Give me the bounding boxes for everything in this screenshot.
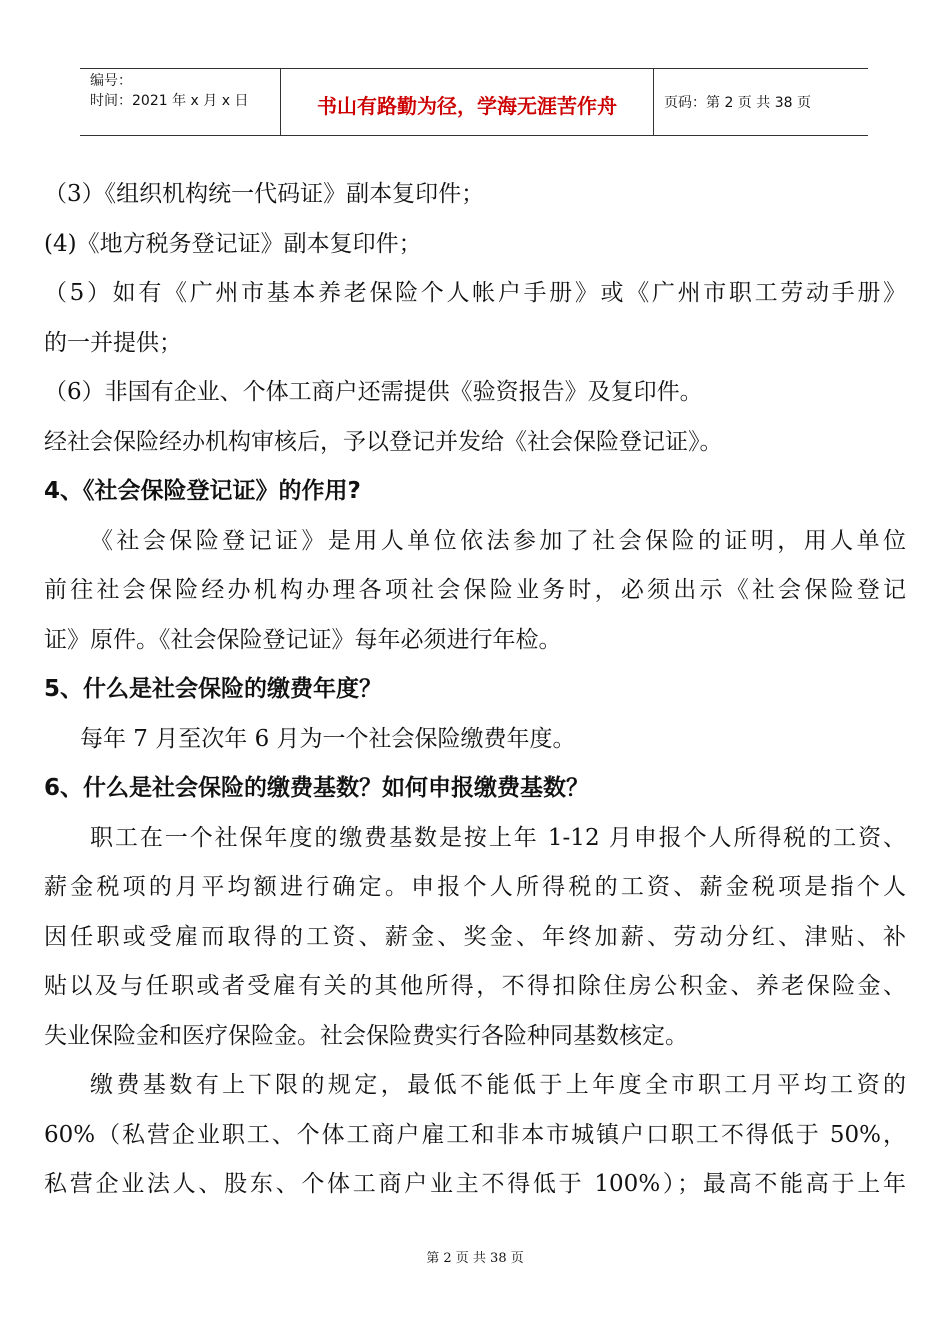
body-line: 的一并提供； [44,329,182,356]
body-line: (4)《地方税务登记证》副本复印件； [44,230,422,257]
body-line: 每年 7 月至次年 6 月为一个社会保险缴费年度。 [80,725,576,752]
body-line: （6）非国有企业、个体工商户还需提供《验资报告》及复印件。 [44,379,703,405]
body-line: （3）《组织机构统一代码证》副本复印件； [44,181,485,207]
body-line: 60%（私营企业职工、个体工商户雇工和非本市城镇户口职工不得低于 50%， [44,1121,906,1148]
document-body [44,170,906,1210]
document-time-label: 时间：2021 年 x 月 x 日 [90,93,249,109]
body-line: 薪金税项的月平均额进行确定。申报个人所得税的工资、薪金税项是指个人 [44,874,906,900]
header-motto-cell [281,69,654,135]
body-line: 职工在一个社保年度的缴费基数是按上年 1-12 月申报个人所得税的工资、 [90,824,906,851]
body-line: 经社会保险经办机构审核后，予以登记并发给《社会保险登记证》。 [44,428,723,455]
header-page-label: 页码：第 2 页 共 38 页 [664,95,811,111]
section-heading-4: 4、《社会保险登记证》的作用? [44,478,361,504]
header-page-cell [654,69,868,135]
body-line: 证》原件。《社会保险登记证》每年必须进行年检。 [44,626,562,653]
document-header [80,68,868,136]
footer-page-number: 第 2 页 共 38 页 [426,1251,524,1266]
page-footer [0,1247,950,1266]
section-heading-6: 6、什么是社会保险的缴费基数？如何申报缴费基数？ [44,775,590,801]
body-line: 因任职或受雇而取得的工资、薪金、奖金、年终加薪、劳动分红、津贴、补 [44,923,906,950]
body-line: 前往社会保险经办机构办理各项社会保险业务时，必须出示《社会保险登记 [44,577,906,603]
document-number-label: 编号： [90,73,132,89]
header-meta-cell [80,69,281,135]
body-line: 缴费基数有上下限的规定，最低不能低于上年度全市职工月平均工资的 [90,1072,906,1098]
header-motto: 书山有路勤为径，学海无涯苦作舟 [317,93,617,118]
section-heading-5: 5、什么是社会保险的缴费年度？ [44,676,383,702]
body-line: 私营企业法人、股东、个体工商户业主不得低于 100%）；最高不能高于上年 [44,1171,906,1197]
body-line: （5）如有《广州市基本养老保险个人帐户手册》或《广州市职工劳动手册》 [44,280,906,306]
body-line: 贴以及与任职或者受雇有关的其他所得，不得扣除住房公积金、养老保险金、 [44,973,906,999]
body-line: 失业保险金和医疗保险金。社会保险费实行各险种同基数核定。 [44,1022,688,1049]
body-line: 《社会保险登记证》是用人单位依法参加了社会保险的证明，用人单位 [90,527,906,554]
